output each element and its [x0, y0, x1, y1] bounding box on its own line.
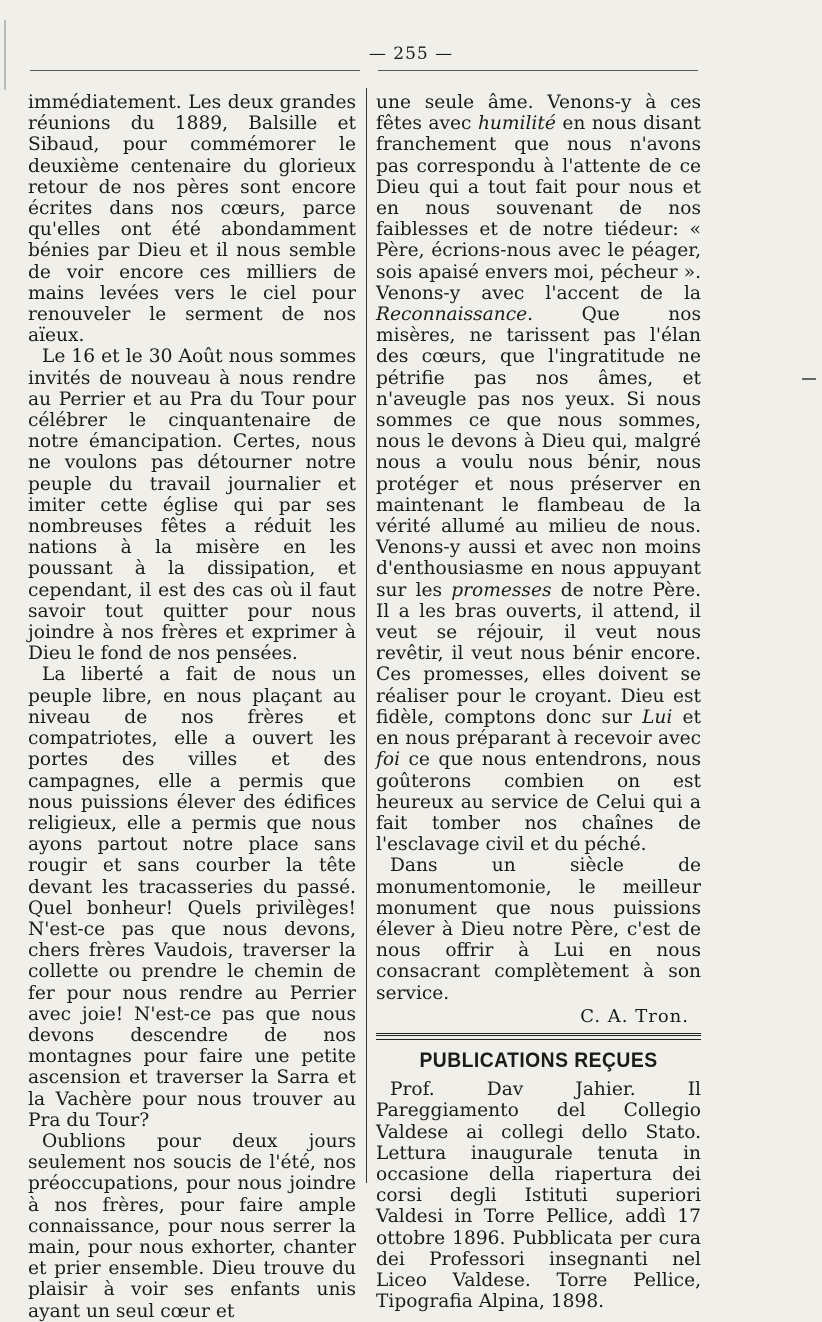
- paragraph: immédiatement. Les deux grandes réunions du 1889, Balsille et Sibaud, pour commémorer le deuxième centenaire du glorieux retour de nos pères sont encore écrites dans nos cœurs, parce qu'elles ont été abondamment bénies par Dieu et il nous semble de voir encore ces milliers de mains levées vers le ciel pour renouveler le serment de nos aïeux.: [28, 92, 356, 347]
- paragraph: [376, 92, 701, 855]
- paragraph: La liberté a fait de nous un peuple libre, en nous plaçant au niveau de nos frères et compatriotes, elle a ouvert les portes des villes et des campagnes, elle a permis que nous puissions élever des édifices religieux, elle a permis que nous ayons partout notre place sans rougir et sans courber la tête devant les tracasseries du passé. Quel bonheur! Quels privilèges! N'est-ce pas que nous devons, chers frères Vaudois, traverser la collette ou prendre le chemin de fer pour nous rendre au Perrier avec joie! N'est-ce pas que nous devons descendre de nos montagnes pour faire une petite ascension et traverser la Sarra et la Vachère pour nous trouver au Pra du Tour?: [28, 664, 356, 1131]
- text-run: ce que nous entendrons, nous goûterons combien on est heureux au service de Celui qui a fait tomber nos chaînes de l'esclavage civil et du péché.: [376, 749, 701, 856]
- paragraph: Prof. Dav Jahier. Il Pareggiamento del Collegio Valdese ai collegi dello Stato. Lettura inaugurale tenuta in occasione della riapertura dei corsi degli Istituti superiori Valdesi in Torre Pellice, addì 17 ottobre 1896. Pubblicata per cura dei Professori insegnanti nel Liceo Valdese. Torre Pellice, Tipografia Alpina, 1898.: [376, 1079, 701, 1313]
- paragraph: Oublions pour deux jours seulement nos soucis de l'été, nos préoccupations, pour nous joindre à nos frères, pour faire ample connaissance, pour nous serrer la main, pour nous exhorter, chanter et prier ensemble. Dieu trouve du plaisir à voir ses enfants unis ayant un seul cœur et: [28, 1130, 356, 1322]
- right-column: [376, 92, 701, 1312]
- emphasis-text: Reconnaissance: [376, 304, 528, 326]
- paragraph: Le 16 et le 30 Août nous sommes invités de nouveau à nous rendre au Perrier et au Pra du Tour pour célébrer le cinquantenaire de notre émancipation. Certes, nous ne voulons pas détourner notre peuple du travail journalier et imiter cette église qui par ses nombreuses fêtes a réduit les nations à la misère en les poussant à la dissipation, et cependant, il est des cas où il faut savoir tout quitter pour nous joindre à nos frères et exprimer à Dieu le fond de nos pensées.: [28, 346, 356, 665]
- text-run: en nous disant franchement que nous n'avons pas correspondu à l'attente de ce Dieu qui a tout fait pour nous et en nous souvenant de nos faiblesses et de notre tiédeur: « Père, écrions-nous avec le péager, sois apaisé envers moi, pécheur ». Venons-y avec l'accent de la: [376, 113, 701, 304]
- paragraph: Dans un siècle de monumentomonie, le meilleur monument que nous puissions élever à Dieu notre Père, c'est de nous offrir à Lui en nous consacrant complètement à son service.: [376, 855, 701, 1004]
- page-number: — 255 —: [368, 44, 454, 64]
- signature: C. A. Tron.: [580, 1005, 689, 1027]
- emphasis-text: foi: [376, 749, 401, 771]
- left-column: [28, 92, 356, 1322]
- text-run: . Que nos misères, ne tarissent pas l'élan des cœurs, que l'ingratitude ne pétrifie pas nos âmes, et n'aveugle pas nos yeux. Si nous sommes ce que nous sommes, nous le devons à Dieu qui, malgré nous a voulu nous bénir, nous protéger et nous préserver en maintenant le flambeau de la vérité allumé au milieu de nous. Venons-y aussi et avec non moins d'enthousiasme en nous appuyant sur les: [376, 304, 701, 601]
- publication-entry: [376, 1079, 701, 1312]
- text-run: et en nous préparant à recevoir avec: [376, 706, 702, 750]
- margin-mark: [802, 378, 816, 380]
- section-title: PUBLICATIONS REÇUES: [419, 1048, 658, 1072]
- emphasis-text: Lui: [642, 706, 673, 728]
- text-run: une seule âme. Venons-y à ces fêtes avec: [376, 92, 701, 135]
- section-rule: [376, 1033, 701, 1040]
- emphasis-text: promesses: [451, 579, 552, 601]
- text-run: de notre Père. Il a les bras ouverts, il attend, il veut se réjouir, il veut nous revêtir, il veut nous bénir encore. Ces promesses, elles doivent se réaliser pour le croyant. Dieu est fidèle, comptons donc sur: [376, 579, 701, 728]
- header-rule-right: [378, 70, 698, 71]
- column-divider: [366, 88, 367, 1183]
- header-rule-left: [30, 70, 360, 71]
- emphasis-text: humilité: [477, 113, 556, 135]
